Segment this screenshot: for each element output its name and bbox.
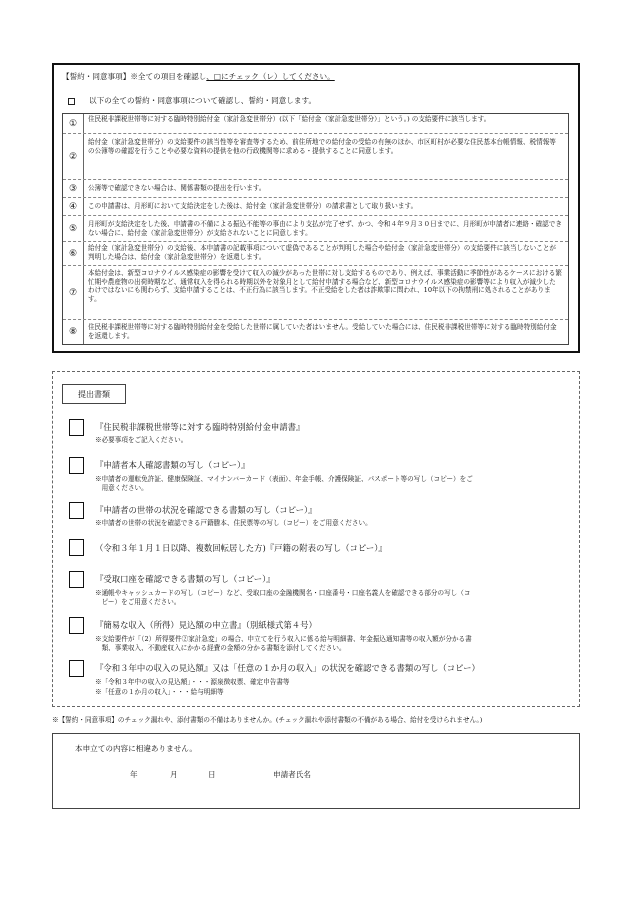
- document-checkbox[interactable]: [69, 660, 84, 677]
- pledge-text: 住民税非課税世帯等に対する臨時特別給付金を受給した世帯に属していた者はいません。受給していた場合には、住民税非課税世帯等に対する臨時特別給付金を返還します。: [88, 323, 557, 340]
- document-note: 用意ください。: [95, 484, 148, 492]
- document-title: （令和３年１月１日以降、複数回転居した方)『戸籍の附表の写し（コピー）』: [95, 543, 387, 553]
- document-note: ※「令和３年中の収入の見込額」・・・源泉徴収票、確定申告書等: [95, 678, 290, 686]
- footnote: ※【誓約・同意事項】のチェック漏れや、添付書類の不備はありませんか。(チェック漏れや添付書類の不備がある場合、給付を受けられません。): [52, 716, 483, 724]
- document-note: ※「任意の１か月の収入」・・・給与明細等: [95, 688, 224, 696]
- pledge-table: [62, 113, 569, 345]
- pledge-number: ②: [63, 134, 84, 179]
- date-day-label: 日: [208, 770, 216, 779]
- pledge-row: [63, 198, 568, 216]
- pledge-row: [63, 320, 568, 344]
- pledge-text: 給付金（家計急変世帯分）の支給後、本申請書の記載事項について虚偽であることが判明した場合や給付金（家計急変世帯分）の支給要件に該当しないことが判明した場合は、給付金（家計急変世帯分）を返還します。: [88, 244, 557, 261]
- pledge-number: ③: [63, 180, 84, 197]
- pledge-number: ⑤: [63, 216, 84, 241]
- pledge-row: [63, 216, 568, 242]
- pledge-row: [63, 134, 568, 180]
- pledge-text: 給付金（家計急変世帯分）の支給要件の該当性等を審査等するため、前住所地での給付金の受給の有無のほか、市区町村が必要な住民基本台帳情報、税情報等の公簿等の確認を行うことや必要な資料の提供を他の行政機関等に求める・提供することに同意します。: [88, 138, 556, 155]
- pledge-row: [63, 242, 568, 266]
- document-checkbox[interactable]: [69, 457, 84, 474]
- document-note: ※申請者の運転免許証、健康保険証、マイナンバーカード（表面）、年金手帳、介護保険証、パスポート等の写し（コピー）をご: [95, 475, 473, 483]
- pledge-text: この申請書は、月形町において支給決定をした後は、給付金（家計急変世帯分）の請求書として取り扱います。: [88, 202, 418, 210]
- document-note: 類、事業収入、不動産収入にかかる経費の金額の分かる書類を添付してください。: [95, 644, 346, 652]
- document-note: ※申請者の世帯の状況を確認できる戸籍謄本、住民票等の写し（コピー）をご用意ください。: [95, 519, 372, 527]
- applicant-name-label: 申請者氏名: [273, 770, 311, 779]
- document-checkbox[interactable]: [69, 617, 84, 634]
- agreement-heading-instruction: 、□にチェック（レ）してください。: [206, 72, 335, 81]
- pledge-number: ⑥: [63, 242, 84, 265]
- document-title: 『住民税非課税世帯等に対する臨時特別給付金申請書』: [95, 422, 305, 432]
- pledge-text: 月形町が支給決定をした後、申請書の不備による振込不能等の事由により支払が完了せず、かつ、令和４年９月３０日までに、月形町が申請者に連絡・確認できない場合に、給付金（家計急変世帯分）が支給されないことに同意します。: [88, 220, 562, 237]
- document-note: ※支給要件が「（2）所得要件②家計急変」の場合、申立てを行う収入に係る給与明細書、年金振込通知書等の収入額が分かる書: [95, 635, 472, 643]
- date-month-label: 月: [170, 770, 178, 779]
- pledge-text: 住民税非課税世帯等に対する臨時特別給付金（家計急変世帯分）(以下「給付金（家計急変世帯分）」という。) の支給要件に該当します。: [88, 115, 491, 123]
- agreement-consent-label: 以下の全ての誓約・同意事項について確認し、誓約・同意します。: [89, 96, 317, 105]
- agreement-heading-text: 【誓約・同意事項】※全ての項目を確認し: [62, 72, 207, 81]
- document-checkbox[interactable]: [69, 571, 84, 588]
- declaration-statement: 本申立ての内容に相違ありません。: [75, 744, 197, 753]
- pledge-number: ④: [63, 198, 84, 215]
- document-title: 『申請者の世帯の状況を確認できる書類の写し（コピー）』: [95, 505, 317, 515]
- pledge-row: [63, 180, 568, 198]
- document-checkbox[interactable]: [69, 539, 84, 556]
- pledge-text: 本給付金は、新型コロナウイルス感染症の影響を受けて収入の減少があった世帯に対し支給するものであり、例えば、事業活動に季節性があるケースにおける繁忙期や農産物の出荷時期など、通常収入を得られる時期以外を対象月として給付申請する場合など、新型コロナウイルス感染症の影響等により収入が減少したわけではないにも関わらず、支給申請することは、不正行為に該当します。不正受給をした者は詐欺罪に問われ、10年以下の拘禁刑に処されることがあります。: [88, 269, 562, 303]
- documents-header: 提出書類: [62, 384, 126, 404]
- document-title: 『申請者本人確認書類の写し（コピー）』: [95, 460, 250, 470]
- document-title: 『令和３年中の収入の見込額』又は「任意の１か月の収入」の状況を確認できる書類の写し（コピー）: [95, 663, 480, 673]
- pledge-row: [63, 266, 568, 320]
- agreement-consent-row: [68, 96, 316, 106]
- document-note: ピー）をご用意ください。: [95, 598, 181, 606]
- pledge-text: 公簿等で確認できない場合は、関係書類の提出を行います。: [88, 184, 266, 192]
- pledge-number: ⑦: [63, 266, 84, 319]
- document-title: 『簡易な収入（所得）見込額の申立書』（別紙様式第４号）: [95, 620, 317, 630]
- document-note: ※通帳やキャッシュカードの写し（コピー）など、受取口座の金融機関名・口座番号・口座名義人を確認できる部分の写し（コ: [95, 589, 471, 597]
- document-title: 『受取口座を確認できる書類の写し（コピー）』: [95, 574, 275, 584]
- agreement-heading: [62, 72, 335, 82]
- pledge-row: [63, 114, 568, 134]
- document-note: ※必要事項をご記入ください。: [95, 436, 188, 444]
- document-checkbox[interactable]: [69, 419, 84, 436]
- date-year-label: 年: [130, 770, 138, 779]
- document-checkbox[interactable]: [69, 502, 84, 519]
- pledge-number: ⑧: [63, 320, 84, 344]
- pledge-number: ①: [63, 114, 84, 133]
- applicant-name-field[interactable]: [330, 765, 560, 781]
- agreement-consent-checkbox[interactable]: [68, 98, 75, 105]
